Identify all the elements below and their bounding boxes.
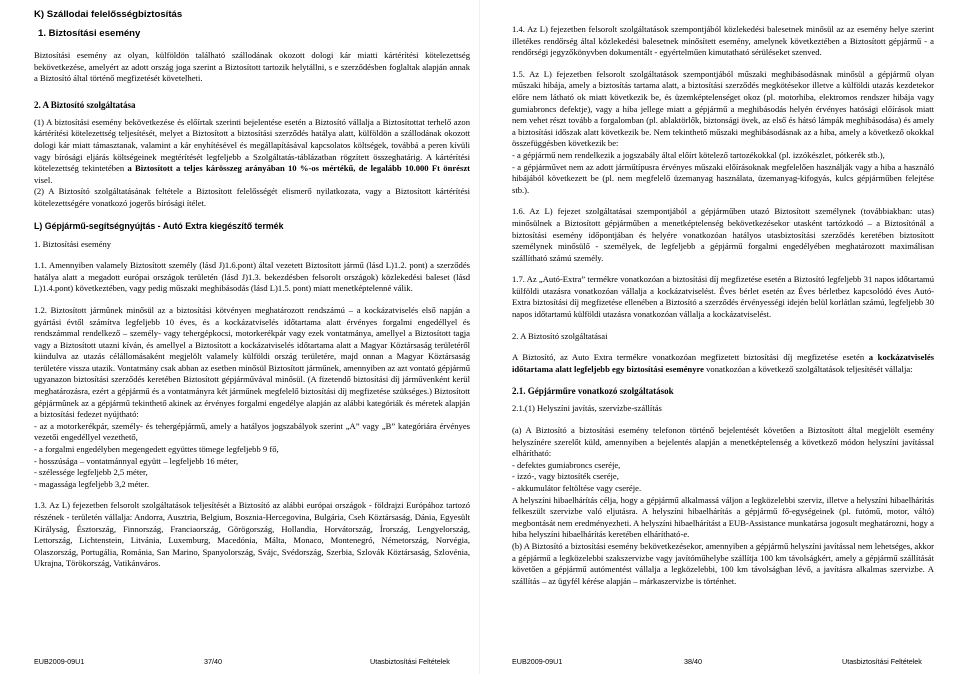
paragraph-biztositasi-esemeny: Biztosítási esemény az olyan, külföldön található szállodának okozott dologi kár miatti kártérítési kötelezettség bekövetkezése, amelyért az adott ország joga szerint a Biztosított tartozik helytállni, s e szerződésben foglaltak alapján annak a Biztosító által történő megfizetését követelheti.	[34, 50, 470, 84]
subheading-gepjarmure: 2.1. Gépjárműre vonatkozó szolgáltatások	[512, 386, 674, 397]
paragraph-szolgaltatasok-bold: a kockázatviselés időtartama alatt legfeljebb egy biztosítási eseményre	[512, 352, 934, 374]
list-item: - a gépjárművet nem az adott járműtípusra érvényes műszaki előírásoknak megfelelően használják vagy a hiba a használó hibájából következett be (pl. nem megfelelő üzemanyag használata, üzemanyag-kifogyás, kulcs gépjárműben felejtése stb.).	[512, 161, 934, 195]
footer-page-number: 37/40	[204, 657, 222, 666]
paragraph-1-6: 1.6. Az L) fejezet szolgáltatásai szempontjából a gépjárműben utazó Biztosított személynek (továbbiakban: utas) minősülnek a Biztosított gépjárműben a menetképtelenség bekövetkezésekor utasként tartózkodó – a Biztosítónál a biztosítási esemény időpontjában és helyére vonatkozóan hatályos utasbiztosítási szerződés keretében biztosított személynek minősülő - személyek, de legfeljebb a gépjármű forgalmi engedélyében meghatározott maximálisan szállítható számú személy.	[512, 206, 934, 263]
list-item: - defektes gumiabroncs cseréje,	[512, 459, 621, 470]
page-38	[480, 0, 960, 674]
paragraph-2-1-b: (b) A Biztosító a biztosítási esemény bekövetkezésekor, amennyiben a gépjármű helyszíni javítással nem lehetséges, akkor a gépjármű a legközelebbi szakszervizbe vagy javítóműhelybe szállítja 100 km távolságkért, amely a gépjármű szállítását követően a gépjármű autómentést vállalja a legközelebbi, 100 km távolságban lévő, a javításra alkalmas szervizbe. A szállítás – az ügyfél kérése alapján – márkaszervizbe is történhet.	[512, 540, 934, 586]
section-title-szolgaltatasa: 2. A Biztosító szolgáltatása	[34, 99, 136, 110]
paragraph-1-7: 1.7. Az „Autó-Extra” termékre vonatkozóan a biztosítási díj megfizetése esetén a Biztosító legfeljebb 31 napos időtartamú külföldi utazásra vonatkozóan vállalja a kockázatviselést. Éves bérlet esetén az Éves bérletbez kapcsolódó éves Autó-Extra biztosítási díj megfizetése ellenében a Biztosító a szerződés érvényességi idején belül korlátlan számú, legfeljebb 30 napos időtartamú külföldi utazásra vonatkozóan vállalja a kockázatviselést.	[512, 274, 934, 320]
paragraph-szolgaltatas-2: (2) A Biztosító szolgáltatásának feltétele a Biztosított felelősségét elismerő nyilatkozata, vagy a Biztosított kártérítési kötelezettségére vonatkozó jogerős bírósági ítélet.	[34, 186, 470, 208]
paragraph-szolgaltatas-1-bold: a Biztosított a teljes kárösszeg arányában 10 %-os mértékű, de legalább 10.000 Ft önrészt	[127, 163, 470, 174]
list-item: - hosszúsága – vontatmánnyal együtt – legfeljebb 16 méter,	[34, 455, 239, 466]
paragraph-szolgaltatas-1-tail: visel.	[34, 174, 53, 185]
section-header-k: K) Szállodai felelősségbiztosítás	[34, 9, 183, 20]
paragraph-szolgaltatasok-text: A Biztosító, az Auto Extra termékre vonatkozóan megfizetett biztosítási díj megfizetése esetén	[512, 352, 865, 363]
paragraph-1-4: 1.4. Az L) fejezetben felsorolt szolgáltatások szempontjából közlekedési balesetnek minősül az az esemény helye szerint illetékes rendőrség által közlekedési balesetnek minősített esemény, amelynek következtében a Biztosított gépjármű - a rendőrségi jegyzőkönyvben dokumentált - egyértelműen kimutatható sérüléseket szenved.	[512, 24, 934, 58]
paragraph-1-1: 1.1. Amennyiben valamely Biztosított személy (lásd J)1.6.pont) által vezetett Biztosított jármű (lásd L)1.2. pont) a szerződés hatálya alatt a megadott európai országok területén (lásd J)1.3. bekezdésben felsorolt országok) közlekedési baleset (lásd L)1.4.pont) következtében, vagy pedig műszaki meghibásodás (lásd L)1.5. pont) miatt menetképtelenné válik.	[34, 260, 470, 294]
list-item: - izzó-, vagy biztosíték cseréje,	[512, 471, 619, 482]
section-title-l: L) Gépjármű-segítségnyújtás - Autó Extra kiegészítő termék	[34, 220, 284, 231]
list-item: - magassága legfeljebb 3,2 méter.	[34, 478, 150, 489]
paragraph-1-5: 1.5. Az L) fejezetben felsorolt szolgáltatások szempontjából műszaki meghibásodásnak minősül a gépjármű olyan műszaki hibája, amely a biztosítás tartama alatt, a biztosítási szerződés megkötésekor illetve a külföldi utazás kezdetekor előre nem látható ok miatt következik be, és üzemképtelenséget okoz (pl. motorhiba, elektromos rendszer hibája vagy gumiabroncs defektje), vagy a hiba jellege miatt a gépjármű a meghibásodás helyén érvényes hatósági előírások miatt nem vehet részt tovább a forgalomban (pl. ablaktörlők, biztonsági övek, az első és hátsó lámpák meghibásodása) és amely a biztosítási időszak alatt következik be. Nem tekinthető műszaki meghibásodásnak az a hiba, amely a következő okokkal összefüggésben következik be:	[512, 68, 934, 149]
paragraph-szolgaltatasok-tail: vonatkozóan a következő szolgáltatások teljesítését vállalja:	[706, 363, 913, 374]
subheading-helyszini-javitas: 2.1.(1) Helyszíni javítás, szervízbe-szállítás	[512, 403, 662, 414]
paragraph-2-1-a: (a) A Biztosító a biztosítási esemény telefonon történő bejelentését követően a Biztosított által megjelölt esemény helyszínére szerelőt küld, amennyiben a bejelentés alapján a menetképtelenség a következő módon helyszíni javítással elhárítható:	[512, 425, 934, 459]
subheading-szolgaltatasai: 2. A Biztosító szolgáltatásai	[512, 330, 608, 341]
list-item: - akkumulátor feltöltése vagy cseréje.	[512, 483, 642, 493]
list-item: - szélessége legfeljebb 2,5 méter,	[34, 467, 148, 478]
footer-code: EUB2009-09U1	[512, 657, 563, 666]
paragraph-1-3: 1.3. Az L) fejezetben felsorolt szolgáltatások teljesítését a Biztosító az alábbi európai országok - földrajzi Európához tartozó részének - területén vállalja: Andorra, Ausztria, Belgium, Bosznia-Hercegovina, Bulgária, Cseh Köztársaság, Dánia, Egyesült Királyság, Észtország, Finnország, Franciaország, Görögország, Hollandia, Horvátország, Írország, Lengyelország, Lettország, Lichtenstein, Litvánia, Luxemburg, Macedónia, Málta, Monaco, Montenegró, Németország, Norvégia, Olaszország, Portugália, Románia, San Marino, Spanyolország, Svájc, Svédország, Szerbia, Szlovák Köztársaság, Szlovénia, Ukrajna, Törökország, Vatikánváros.	[34, 500, 470, 569]
footer-title: Utasbiztosítási Feltételek	[842, 657, 922, 666]
paragraph-1-2: 1.2. Biztosított jármûnek minősül az a biztosítási kötvényen meghatározott rendszámú – a kockázatviselés első napján a gyártási évtől számítva legfeljebb 10 éves, és a kockázatviselés időtartama alatt érvényes forgalmi engedéllyel és rendszámmal rendelkező – személy- vagy tehergépkocsi, motorkerékpár vagy ezek vontatmánya, amellyel a Biztosított tagja vagy a Biztosított utazni kíván, és amellyel a Biztosított a kockázatviselés időtartama alatt a Magyar Köztársaság területéről kiindulva az utazás célállomásaként megjelölt valamely külföldi ország területére, majd onnan a Magyar Köztársaság területére vissza utazik. Vontatmány csak abban az esetben minősül Biztosított járműnek, amennyiben az azt vontató gépjármű ugyanazon biztosítási szerződés keretében Biztosított gépjárművával minősül. (A fizetendő biztosítási díj járművenként kerül meghatározásra, ezért a gépjármű és a vontatmányra két járműnek megfelelő biztosítási díj megfizetése szükséges.) Biztosított gépjármûnek az a gépjármű tekinthető akinek az érvényes forgalmi engedélye alapján az alábbi kategóriák és méretek alapján a biztosítási fedezet nyújtható:	[34, 304, 470, 420]
footer-code: EUB2009-09U1	[34, 657, 85, 666]
subheading-biztositasi-esemeny: 1. Biztosítási esemény	[34, 238, 112, 249]
list-item: - az a motorkerékpár, személy- és tehergépjármű, amely a hatályos jogszabályok szerint „A” vagy „B” kategóriára érvényes vezetői engedéllyel vezethető,	[34, 420, 470, 443]
paragraph-szolgaltatas-1-text: (1) A biztosítási esemény bekövetkezése és előírtak szerinti bejelentése esetén a Biztosító vállalja a Biztosítottat terhelő azon kártérítési kötelezettség teljesítését, melyet a Biztosított a biztosítási szerződés hatálya alatt, külföldön a szállodának okozott dologi kár miatt támasztanak, valamint a kár enyhítésével és megállapításával kapcsolatos költségek, továbbá a peren kívüli vagy bírósági eljárás költségeinek megtérítését legfeljebb a Szolgáltatás-táblázatban rögzített összeghatárig. A kártérítési kötelezettség tekintetében	[34, 116, 470, 174]
paragraph-hibaelharitas: A helyszíni hibaelhárítás célja, hogy a gépjármű alkalmassá váljon a legközelebbi szerviz, illetve a helyszíni hibaelhárítás felkeszült szervizbe való eljutásra. A helyszíni hibaelhárítás a gépjármű fő-egységeinek (pl. futómű, motor, váltó) megbontását nem eredményezheti. A helyszíni hibaelhárítást a EUB-Assistance munkatársa jogosult meghatározni, hogy a hiba helyszíni hibaelhárítás keretében elhárítható-e.	[512, 494, 934, 540]
footer-title: Utasbiztosítási Feltételek	[370, 657, 450, 666]
section-title-biztositasi-esemeny: 1. Biztosítási esemény	[38, 28, 141, 39]
list-item: - a forgalmi engedélyben megengedett együttes tömege legfeljebb 9 fő,	[34, 444, 279, 455]
paragraph-szolgaltatas-1	[34, 117, 470, 187]
list-item: - a gépjármű nem rendelkezik a jogszabály által előírt kötelező tartozékokkal (pl. izzókészlet, pótkerék stb.),	[512, 149, 885, 160]
footer-page-number: 38/40	[684, 657, 702, 666]
paragraph-szolgaltatasok	[512, 352, 934, 375]
